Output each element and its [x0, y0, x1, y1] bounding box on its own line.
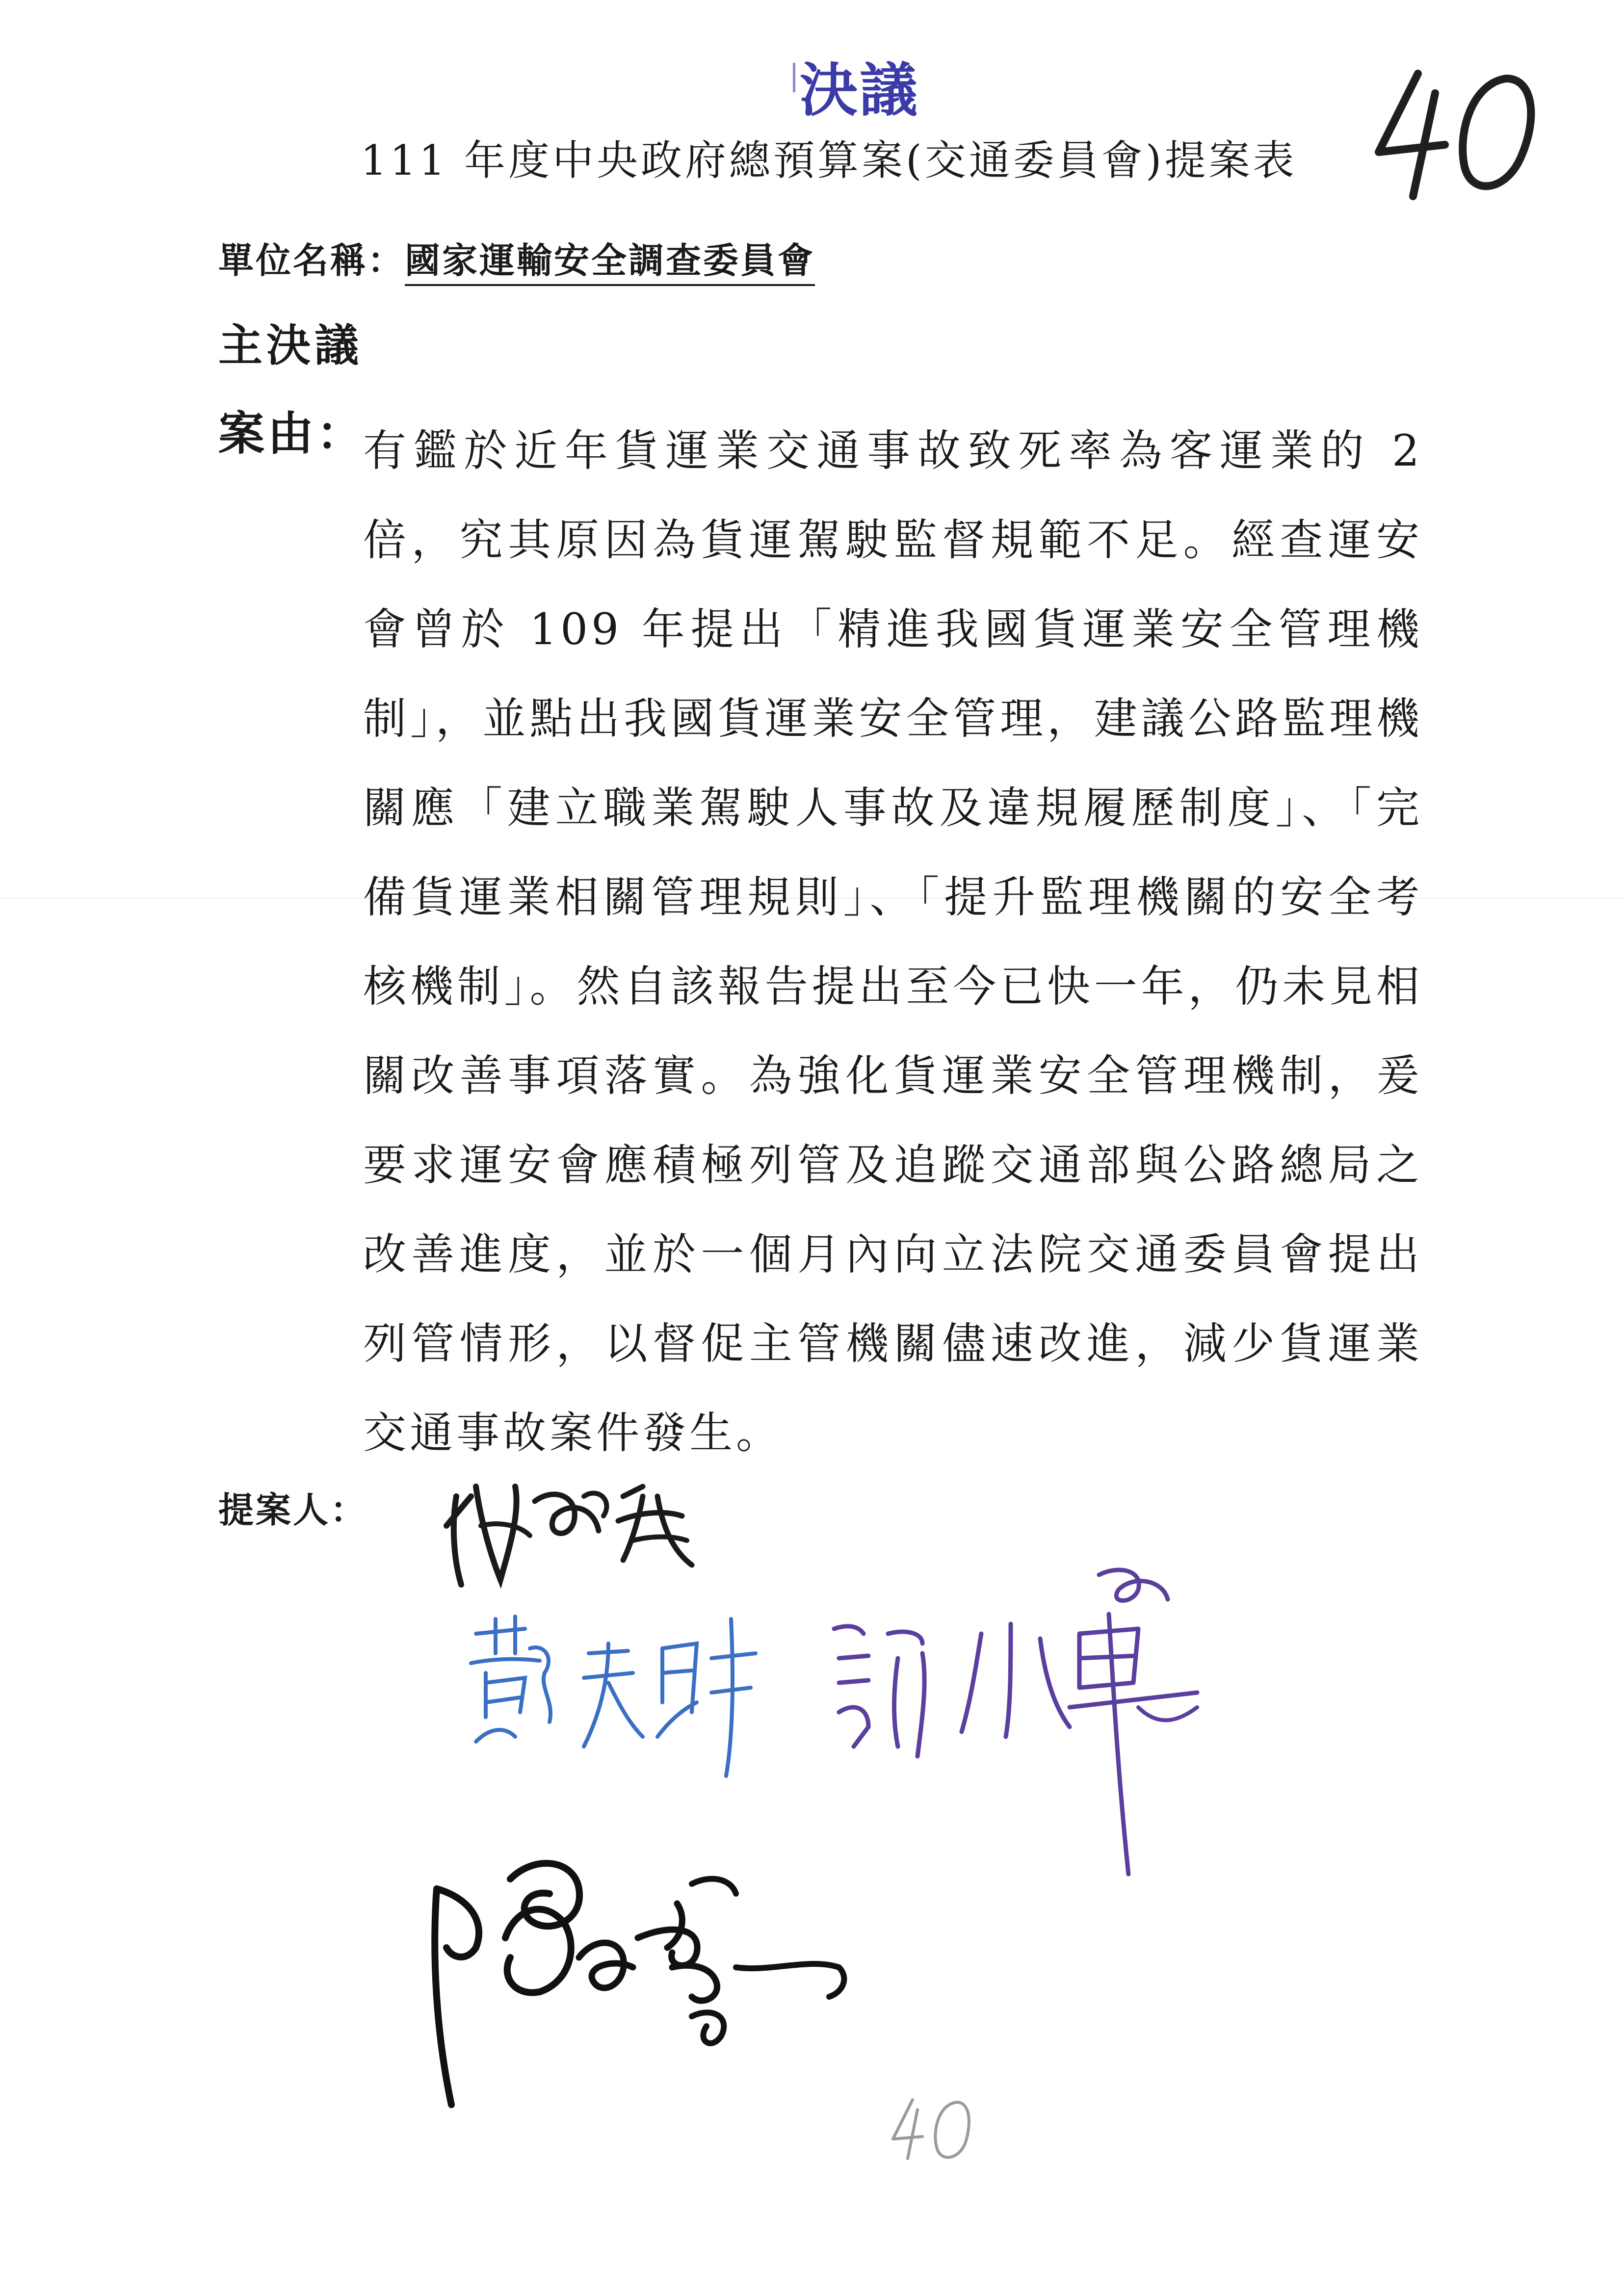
- case-text: [363, 406, 1423, 1478]
- case-paragraph: 有鑑於近年貨運業交通事故致死率為客運業的 2 倍，究其原因為貨運駕駛監督規範不足。經查運安會曾於 109 年提出「精進我國貨運業安全管理機制」，並點出我國貨運業安全管理，建議公路監理機關應「建立職業駕駛人事故及違規履歷制度」、「完備貨運業相關管理規則」、「提升監理機關的安全考核機制」。然自該報告提出至今已快一年，仍未見相關改善事項落實。為強化貨運業安全管理機制，爰要求運安會應積極列管及追蹤交通部與公路總局之改善進度，並於一個月內向立法院交通委員會提出列管情形，以督促主管機關儘速改進，減少貨運業交通事故案件發生。: [363, 425, 1423, 1458]
- unit-name-row: [218, 240, 815, 281]
- stamp-mark: [793, 63, 795, 92]
- proposer-label: 提案人：: [218, 1489, 368, 1531]
- resolution-heading: 主決議: [218, 320, 363, 371]
- handwritten-page-number: [1359, 59, 1555, 206]
- case-label: 案由：: [218, 407, 366, 461]
- signature-2: [466, 1604, 770, 1791]
- resolution-stamp: 決議: [800, 56, 920, 124]
- signature-1: [437, 1467, 711, 1594]
- document-title: 111 年度中央政府總預算案(交通委員會)提案表: [361, 136, 1297, 184]
- pencil-page-number: [883, 2090, 981, 2168]
- signature-4: [417, 1810, 898, 2124]
- unit-name-label: 單位名稱：: [218, 240, 405, 281]
- unit-name-value: 國家運輸安全調查委員會: [405, 240, 815, 286]
